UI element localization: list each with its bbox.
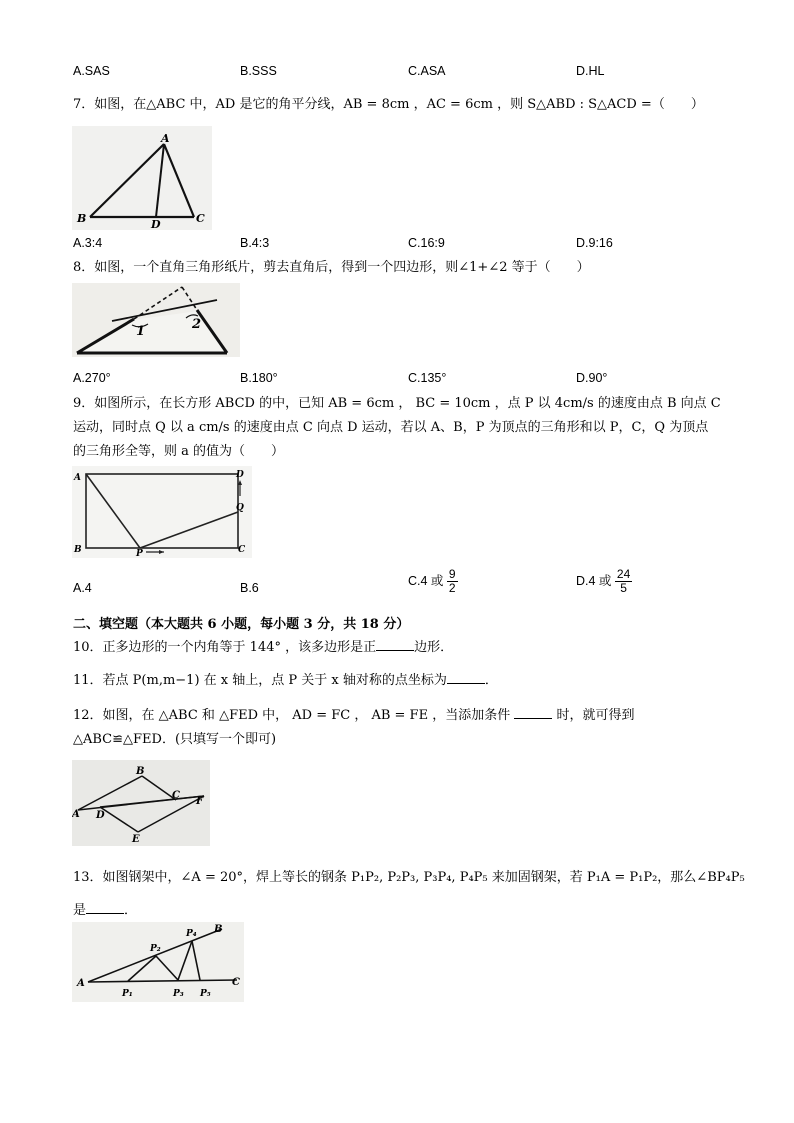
q9-stem-line3: 的三角形全等，则 a 的值为（ ） [73,444,285,459]
q7-label-c: C [196,212,205,225]
section-fill-in-title: 二、填空题（本大题共 6 小题，每小题 3 分，共 18 分） [73,617,410,632]
q13-label-p3: P₃ [173,989,184,999]
q13-text-before: 是 [73,903,87,918]
q8-option-d: D.90° [576,371,608,385]
q12-label-c: C [172,790,180,801]
q9-label-b: B [74,545,82,555]
q13-figure [72,922,244,1002]
q13-text-after: ． [124,903,138,918]
q9-option-c-prefix: C.4 或 [408,573,444,588]
q9-stem-line2: 运动，同时点 Q 以 a cm/s 的速度由点 C 向点 D 运动，若以 A、B，P 为顶点的三角形和以 P，C，Q 为顶点 [73,420,709,435]
q9-option-d-den: 5 [620,581,627,595]
q13-stem-line1: 13．如图钢架中，∠A = 20°，焊上等长的钢条 P₁P₂, P₂P₃, P₃P₄, P₄P₅ 来加固钢架，若 P₁A = P₁P₂，那么∠BP₄P₅ [73,870,745,885]
q7-option-c: C.16:9 [408,236,445,250]
q7-figure [72,126,212,230]
q6-option-c: C.ASA [408,64,446,78]
q13-label-p1: P₁ [122,989,133,999]
q12-stem-line2: △ABC≌△FED．(只填写一个即可) [73,732,277,747]
q11-text-before: 11．若点 P(m,m−1) 在 x 轴上，点 P 关于 x 轴对称的点坐标为 [73,673,447,688]
q9-label-a: A [74,473,81,483]
q9-label-c: C [238,545,246,555]
q12-label-f: F [196,796,204,807]
q12-label-a: A [72,809,80,820]
q9-option-c-num: 9 [448,567,456,581]
q6-option-d: D.HL [576,64,605,78]
q9-label-p: P [136,549,143,558]
q10-stem [73,638,453,657]
q9-option-d [576,568,632,595]
q8-angle-2: 2 [192,317,202,332]
q10-blank [376,638,414,651]
q9-option-c-den: 2 [448,581,456,595]
q12-text-before: 12．如图，在 △ABC 和 △FED 中， AD = FC ， AB = FE ，当添加条件 [73,708,511,723]
q6-option-a: A.SAS [73,64,110,78]
q13-label-c: C [232,977,240,988]
q8-option-c: C.135° [408,371,447,385]
q12-figure [72,760,210,846]
q7-stem: 7．如图，在△ABC 中，AD 是它的角平分线，AB = 8cm ，AC = 6cm ，则 S△ABD : S△ACD =（ ） [73,97,704,112]
q11-stem [73,671,498,690]
q9-option-c-fraction [447,568,458,595]
q9-option-c [408,568,458,595]
q8-figure [72,283,240,357]
q10-text-before: 10．正多边形的一个内角等于 144° ，该多边形是正 [73,640,377,655]
q13-label-a: A [77,978,85,989]
q9-figure [72,466,252,558]
q8-option-a: A.270° [73,371,111,385]
q8-angle-1: 1 [136,324,146,339]
q12-label-e: E [132,834,140,845]
q13-label-p5: P₅ [200,989,211,999]
q6-option-b: B.SSS [240,64,277,78]
q9-option-d-num: 24 [616,567,631,581]
q13-label-p2: P₂ [150,944,161,954]
q7-label-a: A [161,132,170,145]
q9-option-b: B.6 [240,581,259,595]
q7-label-d: D [151,218,161,230]
q9-option-a: A.4 [73,581,92,595]
q10-text-after: 边形． [414,640,454,655]
q12-label-b: B [136,766,145,777]
q13-label-b: B [214,924,223,935]
q7-option-a: A.3:4 [73,236,103,250]
q12-blank [514,706,552,719]
q7-option-d: D.9:16 [576,236,613,250]
q9-option-d-fraction [615,568,632,595]
q13-stem-line2 [73,901,137,920]
q12-text-after: 时，就可得到 [556,708,635,723]
q11-text-after: ． [484,673,498,688]
q13-blank [86,901,124,914]
q8-option-b: B.180° [240,371,278,385]
q8-stem: 8．如图，一个直角三角形纸片，剪去直角后，得到一个四边形，则∠1+∠2 等于（ ） [73,260,590,275]
q9-label-d: D [236,470,244,480]
q9-stem-line1: 9．如图所示，在长方形 ABCD 的中，已知 AB = 6cm ， BC = 10cm ，点 P 以 4cm/s 的速度由点 B 向点 C [73,396,721,411]
q7-option-b: B.4:3 [240,236,270,250]
q11-blank [447,671,485,684]
q9-option-d-prefix: D.4 或 [576,573,612,588]
q12-label-d: D [96,810,105,821]
q13-label-p4: P₄ [186,929,197,939]
q7-label-b: B [77,212,87,225]
q9-label-q: Q [236,503,244,513]
q12-stem-line1 [73,706,635,725]
